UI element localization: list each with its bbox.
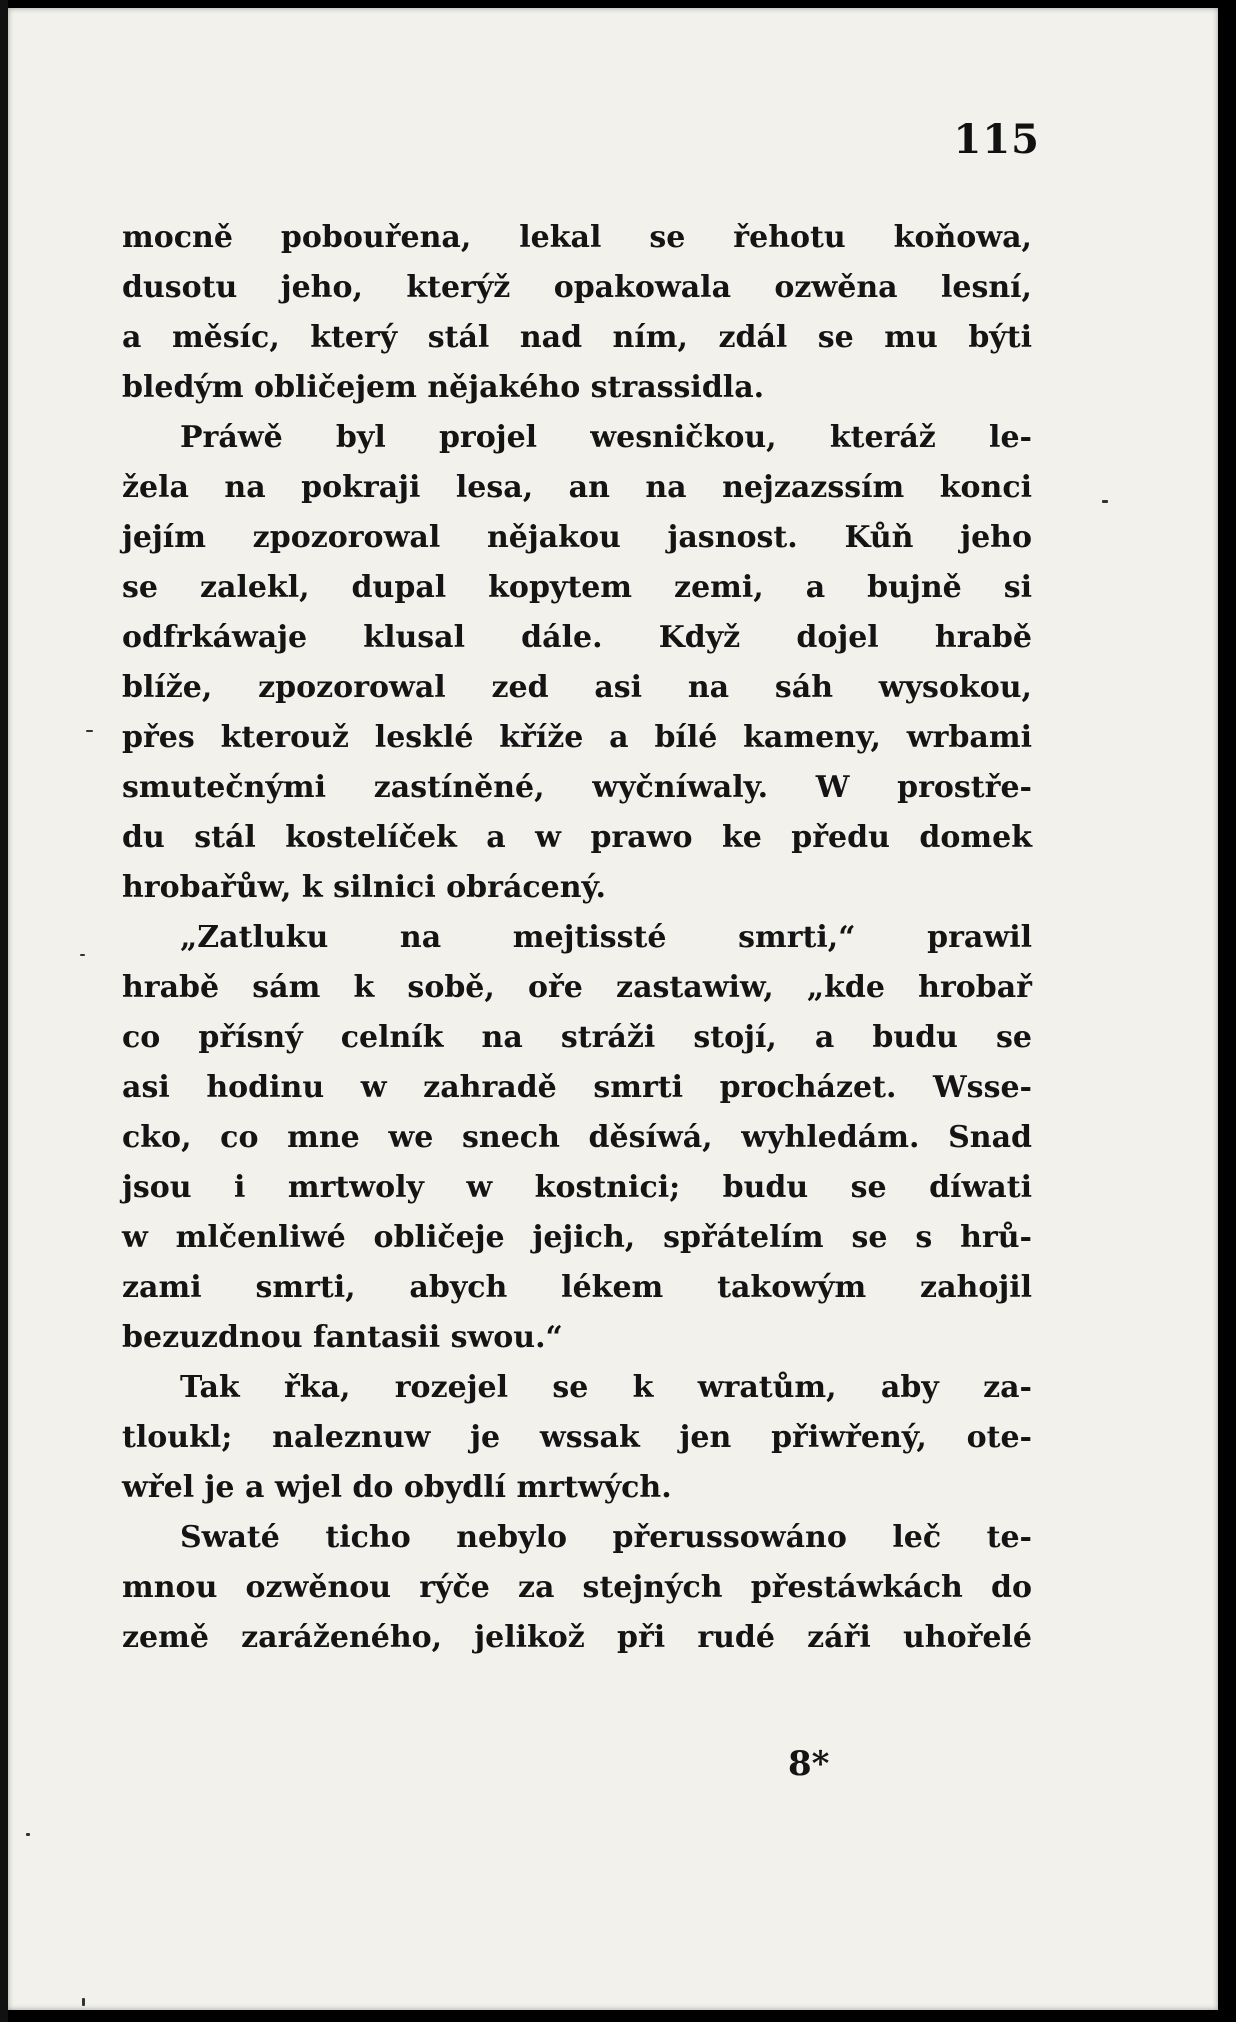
text-line: jsou i mrtwoly w kostnici; budu se díwati (122, 1170, 1032, 1205)
text-line: zami smrti, abych lékem takowým zahojil (122, 1270, 1032, 1305)
text-line: žela na pokraji lesa, an na nejzazssím konci (122, 470, 1032, 505)
text-line: bezuzdnou fantasii swou.“ (122, 1320, 563, 1355)
scan-speck (82, 1998, 85, 2006)
book-page (8, 8, 1218, 2010)
text-line: mocně pobouřena, lekal se řehotu koňowa, (122, 220, 1032, 255)
text-line: hrobařůw, k silnici obrácený. (122, 870, 606, 905)
page-number: 115 (953, 116, 1040, 163)
scan-speck (26, 1833, 30, 1836)
text-line: hrabě sám k sobě, oře zastawiw, „kde hrobař (122, 970, 1032, 1005)
text-line: smutečnými zastíněné, wyčníwaly. W prostře- (122, 770, 1032, 805)
text-line: tloukl; naleznuw je wssak jen přiwřený, ote- (122, 1420, 1032, 1455)
text-line: du stál kostelíček a w prawo ke předu domek (122, 820, 1032, 855)
scan-speck (80, 954, 85, 956)
text-line: asi hodinu w zahradě smrti procházet. Wsse- (122, 1070, 1032, 1105)
text-line: země zaráženého, jelikož při rudé záři uhořelé (122, 1620, 1032, 1655)
body-text (122, 213, 1032, 1663)
text-line: Práwě byl projel wesničkou, kteráž le- (180, 420, 1032, 455)
text-line: Tak řka, rozejel se k wratům, aby za- (180, 1370, 1032, 1405)
text-line: co přísný celník na stráži stojí, a budu se (122, 1020, 1032, 1055)
signature-mark: 8* (788, 1744, 830, 1784)
text-line: bledým obličejem nějakého strassidla. (122, 370, 765, 405)
text-line: přes kterouž lesklé kříže a bílé kameny, wrbami (122, 720, 1032, 755)
scan-speck (1102, 500, 1108, 503)
scan-edge (0, 0, 8, 2022)
text-line: cko, co mne we snech děsíwá, wyhledám. Snad (122, 1120, 1032, 1155)
text-line: „Zatluku na mejtissté smrti,“ prawil (180, 920, 1032, 955)
text-line: Swaté ticho nebylo přerussowáno leč te- (180, 1520, 1032, 1555)
text-line: mnou ozwěnou rýče za stejných přestáwkách do (122, 1570, 1032, 1605)
text-line: jejím zpozorowal nějakou jasnost. Kůň jeho (122, 520, 1032, 555)
text-line: w mlčenliwé obličeje jejich, spřátelím se s hrů- (122, 1220, 1032, 1255)
text-line: a měsíc, který stál nad ním, zdál se mu býti (122, 320, 1032, 355)
text-line: wřel je a wjel do obydlí mrtwých. (122, 1470, 672, 1505)
scan-speck (86, 730, 93, 732)
text-line: odfrkáwaje klusal dále. Když dojel hrabě (122, 620, 1032, 655)
text-line: blíže, zpozorowal zed asi na sáh wysokou, (122, 670, 1032, 705)
text-line: se zalekl, dupal kopytem zemi, a bujně si (122, 570, 1032, 605)
text-line: dusotu jeho, kterýž opakowala ozwěna lesní, (122, 270, 1032, 305)
